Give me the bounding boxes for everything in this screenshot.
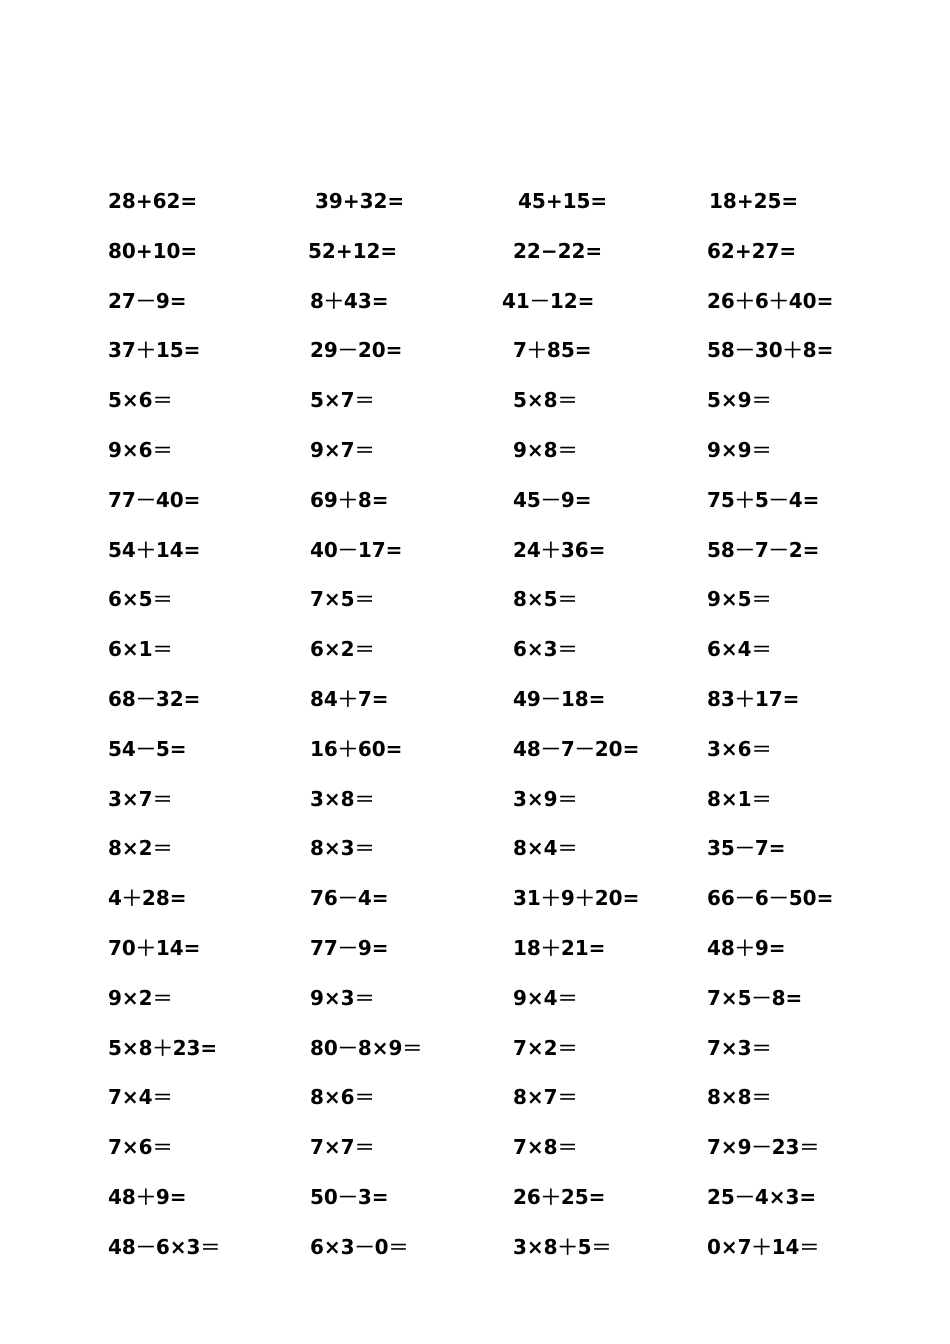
arithmetic-problem: 8×8＝ <box>707 1085 772 1110</box>
arithmetic-problem: 9×5＝ <box>707 587 772 612</box>
arithmetic-problem: 0×7＋14＝ <box>707 1234 820 1259</box>
arithmetic-problem: 76－4= <box>310 886 389 911</box>
arithmetic-problem: 7×2＝ <box>513 1035 578 1060</box>
arithmetic-problem: 83＋17= <box>707 687 800 711</box>
problem-row <box>0 1072 950 1122</box>
problem-row <box>0 525 950 575</box>
arithmetic-problem: 8×3＝ <box>310 836 375 861</box>
arithmetic-problem: 8×6＝ <box>310 1085 375 1110</box>
problem-row <box>0 1222 950 1272</box>
arithmetic-problem: 6×3＝ <box>513 637 578 662</box>
arithmetic-problem: 9×7＝ <box>310 438 375 462</box>
arithmetic-problem: 40－17= <box>310 537 403 562</box>
arithmetic-problem: 31＋9＋20= <box>513 886 640 911</box>
problem-row <box>0 973 950 1023</box>
problem-row <box>0 774 950 824</box>
arithmetic-problem: 7×5＝ <box>310 587 375 612</box>
arithmetic-problem: 77－40= <box>108 487 201 512</box>
arithmetic-problem: 7×5－8= <box>707 985 803 1010</box>
arithmetic-problem: 80+10= <box>108 238 198 263</box>
arithmetic-problem: 6×1＝ <box>108 637 173 662</box>
problem-row <box>0 823 950 873</box>
arithmetic-problem: 7×8＝ <box>513 1135 578 1160</box>
arithmetic-problem: 80－8×9＝ <box>310 1035 423 1060</box>
problem-row <box>0 1172 950 1222</box>
arithmetic-problem: 54－5= <box>108 736 187 761</box>
arithmetic-problem: 3×6＝ <box>707 736 772 761</box>
arithmetic-problem: 6×2＝ <box>310 637 375 662</box>
arithmetic-problem: 77－9= <box>310 936 389 960</box>
problem-row <box>0 375 950 425</box>
arithmetic-problem: 69＋8= <box>310 487 389 512</box>
problem-row <box>0 1122 950 1172</box>
arithmetic-problem: 6×4＝ <box>707 637 772 662</box>
arithmetic-problem: 54＋14= <box>108 537 201 562</box>
arithmetic-problem: 7＋85= <box>513 338 592 363</box>
arithmetic-problem: 75＋5－4= <box>707 487 820 512</box>
arithmetic-problem: 35－7= <box>707 836 786 861</box>
arithmetic-problem: 52+12= <box>308 238 398 263</box>
arithmetic-problem: 6×5＝ <box>108 587 173 612</box>
arithmetic-problem: 22−22= <box>513 238 603 263</box>
arithmetic-problem: 39+32= <box>315 189 405 213</box>
arithmetic-problem: 45－9= <box>513 487 592 512</box>
arithmetic-problem: 25－4×3= <box>707 1185 817 1209</box>
arithmetic-problem: 3×7＝ <box>108 786 173 811</box>
arithmetic-problem: 9×2＝ <box>108 985 173 1010</box>
arithmetic-problem: 8×7＝ <box>513 1085 578 1110</box>
arithmetic-problem: 8×5＝ <box>513 587 578 612</box>
arithmetic-problem: 9×4＝ <box>513 985 578 1010</box>
arithmetic-problem: 9×3＝ <box>310 985 375 1010</box>
arithmetic-problem: 4＋28= <box>108 886 187 911</box>
arithmetic-problem: 8×2＝ <box>108 836 173 861</box>
arithmetic-problem: 29－20= <box>310 338 403 363</box>
arithmetic-problem: 9×8＝ <box>513 438 578 462</box>
arithmetic-problem: 8×4＝ <box>513 836 578 861</box>
arithmetic-problem: 3×9＝ <box>513 786 578 811</box>
arithmetic-problem: 5×8＋23= <box>108 1035 218 1060</box>
arithmetic-problem: 28+62= <box>108 189 198 213</box>
arithmetic-problem: 27－9= <box>108 288 187 313</box>
arithmetic-problem: 66－6－50= <box>707 886 834 911</box>
arithmetic-problem: 8×1＝ <box>707 786 772 811</box>
problem-row <box>0 724 950 774</box>
arithmetic-problem: 5×6＝ <box>108 388 173 413</box>
arithmetic-problem: 26＋25= <box>513 1185 606 1209</box>
arithmetic-problem: 3×8＋5＝ <box>513 1234 612 1259</box>
arithmetic-problem: 7×4＝ <box>108 1085 173 1110</box>
arithmetic-problem: 48－6×3＝ <box>108 1234 221 1259</box>
arithmetic-problem: 9×9＝ <box>707 438 772 462</box>
arithmetic-problem: 7×6＝ <box>108 1135 173 1160</box>
arithmetic-problem: 37＋15= <box>108 338 201 363</box>
arithmetic-problem: 58－7－2= <box>707 537 820 562</box>
arithmetic-problem: 48＋9= <box>707 936 786 960</box>
arithmetic-problem: 16＋60= <box>310 736 403 761</box>
arithmetic-problem: 68－32= <box>108 687 201 711</box>
arithmetic-problem: 49－18= <box>513 687 606 711</box>
problem-row <box>0 923 950 973</box>
arithmetic-problem: 18＋21= <box>513 936 606 960</box>
problem-row <box>0 1023 950 1073</box>
arithmetic-problem: 58－30＋8= <box>707 338 834 363</box>
problem-row <box>0 176 950 226</box>
arithmetic-problem: 9×6＝ <box>108 438 173 462</box>
arithmetic-problem: 5×8＝ <box>513 388 578 413</box>
arithmetic-problem: 84＋7= <box>310 687 389 711</box>
problem-row <box>0 475 950 525</box>
arithmetic-problem: 48－7－20= <box>513 736 640 761</box>
arithmetic-problem: 5×9＝ <box>707 388 772 413</box>
problem-row <box>0 574 950 624</box>
arithmetic-problem: 5×7＝ <box>310 388 375 413</box>
arithmetic-problem: 3×8＝ <box>310 786 375 811</box>
arithmetic-problem: 7×3＝ <box>707 1035 772 1060</box>
arithmetic-problem: 48＋9= <box>108 1185 187 1209</box>
arithmetic-problem: 45+15= <box>518 189 608 213</box>
arithmetic-problem: 70＋14= <box>108 936 201 960</box>
problem-row <box>0 226 950 276</box>
problem-row <box>0 873 950 923</box>
problem-row <box>0 624 950 674</box>
arithmetic-problem: 7×7＝ <box>310 1135 375 1160</box>
arithmetic-problem: 6×3－0＝ <box>310 1234 409 1259</box>
arithmetic-problem: 41－12= <box>502 288 595 313</box>
problem-row <box>0 425 950 475</box>
arithmetic-problem: 8＋43= <box>310 288 389 313</box>
problem-row <box>0 276 950 326</box>
arithmetic-problem: 18+25= <box>709 189 799 213</box>
problem-row <box>0 674 950 724</box>
arithmetic-problem: 50－3= <box>310 1185 389 1209</box>
problem-row <box>0 325 950 375</box>
arithmetic-problem: 62+27= <box>707 238 797 263</box>
arithmetic-problem: 26＋6＋40= <box>707 288 834 313</box>
arithmetic-problem: 7×9－23＝ <box>707 1135 820 1160</box>
arithmetic-problem: 24＋36= <box>513 537 606 562</box>
